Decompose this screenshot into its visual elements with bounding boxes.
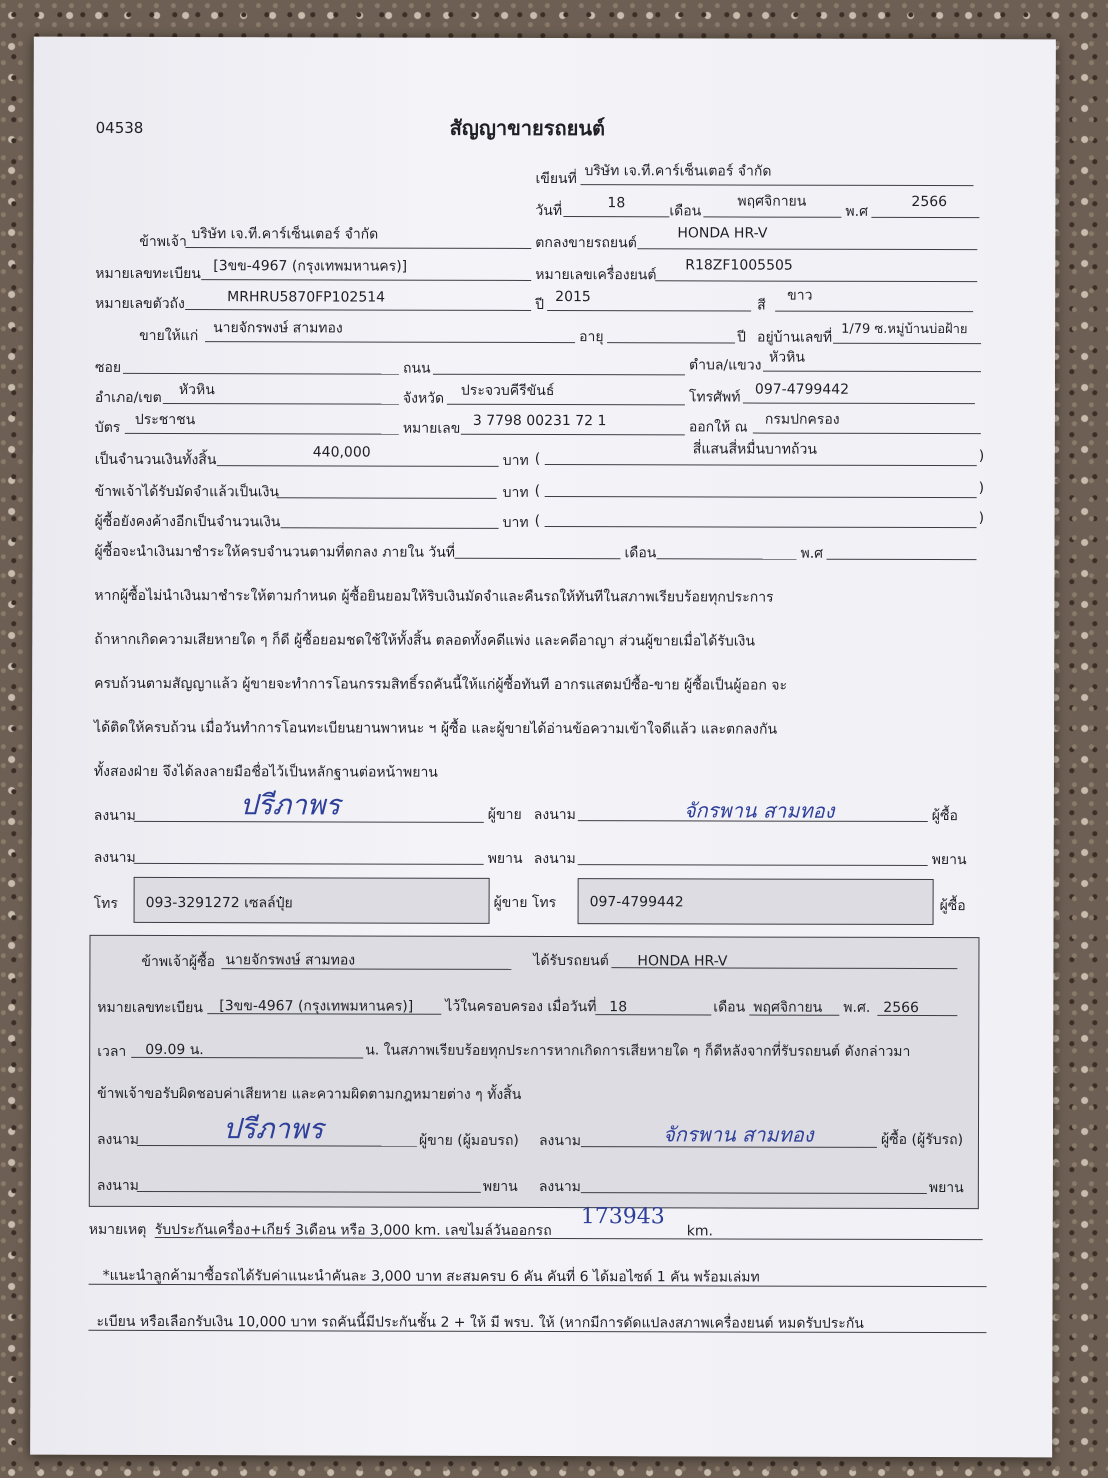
deposit-label: ข้าพเจ้าได้รับมัดจำแล้วเป็นเงิน — [94, 483, 280, 501]
written-at-label: เขียนที่ — [535, 170, 577, 188]
total-line — [217, 465, 499, 467]
remain-line — [281, 527, 499, 529]
witness1-role: พยาน — [487, 850, 523, 867]
buyer-tel-role: ผู้ซื้อ — [939, 898, 966, 915]
car-value: HONDA HR-V — [677, 225, 768, 242]
receipt-condition-text: น. ในสภาพเรียบร้อยทุกประการหากเกิดการเสียหายใด ๆ ก็ดีหลังจากที่รับรถยนต์ ดังกล่าวมา — [365, 1042, 911, 1060]
id-line — [461, 434, 685, 436]
remain-baht: บาท — [502, 514, 529, 531]
chassis-value: MRHRU5870FP102514 — [227, 289, 386, 306]
issued-label: ออกให้ ณ — [688, 419, 748, 436]
month-label: เดือน — [669, 203, 702, 220]
sell-to-label: ขายให้แก่ — [139, 327, 199, 345]
written-at-line — [580, 184, 973, 186]
note-referral: *แนะนำลูกค้ามาซื้อรถได้รับค่าแนะนำคันละ 3,000 บาท สะสมครบ 6 คัน คันที่ 6 ได้มอไซด์ 1 คัน พร้อมเล่มท — [102, 1267, 760, 1286]
agree-label: ตกลงขายรถยนต์ — [535, 234, 637, 252]
receipt-seller-role: ผู้ขาย (ผู้มอบรถ) — [418, 1132, 519, 1149]
total-words-value: สี่แสนสี่หมื่นบาทถ้วน — [692, 441, 817, 458]
deposit-words-line — [545, 496, 977, 498]
buyer-sign-label: ลงนาม — [533, 806, 576, 824]
remain-words-line — [545, 526, 977, 528]
model-year-line — [547, 310, 751, 312]
receipt-witness2-label: ลงนาม — [538, 1178, 581, 1196]
deposit-paren-close: ) — [978, 480, 985, 497]
district-label: อำเภอ/เขต — [94, 389, 162, 407]
receipt-month-value: พฤศจิกายน — [753, 999, 823, 1016]
date-label: วันที่ — [535, 202, 563, 220]
witness2-role: พยาน — [931, 852, 967, 869]
engine-line — [655, 280, 977, 282]
total-baht: บาท — [502, 452, 529, 469]
receipt-buyer-value: นายจักรพงษ์ สามทอง — [225, 952, 356, 969]
color-line — [775, 311, 973, 313]
total-words-line — [545, 464, 977, 466]
card-label: บัตร — [94, 419, 121, 436]
witness2-sign-label: ลงนาม — [533, 850, 576, 868]
receipt-car-value: HONDA HR-V — [637, 953, 728, 970]
seller-role-tel: ผู้ขาย โทร — [493, 894, 557, 912]
receipt-witness1-role: พยาน — [482, 1178, 518, 1195]
receipt-reg-label: หมายเลขทะเบียน — [97, 999, 203, 1017]
id-value: 3 7798 00231 72 1 — [472, 412, 607, 430]
day-value: 18 — [607, 195, 626, 212]
mileage-value: 173943 — [580, 1204, 665, 1230]
terms-paragraph-3: ครบถ้วนตามสัญญาแล้ว ผู้ขายจะทำการโอนกรรมสิทธิ์รถคันนี้ให้แก่ผู้ซื้อทันที อากรแสตมป์ซื้อ-ขาย ผู้ซื้อเป็นผู้ออก จะ — [94, 675, 788, 694]
seller-tel-value: 093-3291272 เซลล์ปุ๋ย — [145, 894, 293, 912]
phone-value: 097-4799442 — [754, 381, 850, 398]
receipt-witness2-role: พยาน — [928, 1180, 964, 1197]
remain-label: ผู้ซื้อยังคงค้างอีกเป็นจำนวนเงิน — [94, 513, 281, 531]
issued-line — [753, 433, 981, 435]
total-paren-close: ) — [978, 448, 985, 465]
model-year-label: ปี — [535, 296, 545, 314]
receipt-buyer-role: ผู้ซื้อ (ผู้รับรถ) — [880, 1131, 964, 1149]
note-insurance: ะเบียน หรือเลือกรับเงิน 10,000 บาท รถคันนี้มีประกันชั้น 2 + ให้ มี พรบ. ให้ (หากมีการดัดแปลงสภาพเครื่องยนต์ หมดรับประกัน — [96, 1313, 864, 1332]
pay-month-line — [656, 558, 796, 559]
province-value: ประจวบคีรีขันธ์ — [460, 382, 555, 400]
terms-paragraph-1: หากผู้ซื้อไม่นำเงินมาชำระให้ตามกำหนด ผู้ซื้อยินยอมให้ริบเงินมัดจำและคืนรถให้ทันทีในสภาพเรียบร้อยทุกประการ — [94, 587, 774, 606]
terms-paragraph-2: ถ้าหากเกิดความเสียหายใด ๆ ก็ดี ผู้ซื้อยอมชดใช้ให้ทั้งสิ้น ตลอดทั้งคดีแพ่ง และคดีอาญา ส่วนผู้ขายเมื่อได้รับเงิน — [94, 631, 755, 650]
total-value: 440,000 — [312, 444, 371, 461]
remain-paren-open: ( — [534, 512, 541, 529]
buyer-line — [205, 341, 575, 343]
deposit-paren-open: ( — [534, 482, 541, 499]
written-at-value: บริษัท เจ.ที.คาร์เซ็นเตอร์ จำกัด — [584, 163, 772, 180]
color-value: ขาว — [787, 287, 813, 304]
engine-value: R18ZF1005505 — [685, 257, 793, 274]
remain-paren-close: ) — [978, 510, 985, 527]
reg-line — [201, 279, 531, 281]
receipt-buyer-signature: จักรพาน สามทอง — [662, 1122, 814, 1147]
pay-year-line — [826, 559, 976, 560]
receipt-time-label: เวลา — [97, 1043, 127, 1060]
receipt-year-label: พ.ศ. — [843, 999, 871, 1016]
receipt-responsibility-text: ข้าพเจ้าขอรับผิดชอบค่าเสียหาย และความผิดตามกฎหมายต่าง ๆ ทั้งสิ้น — [97, 1085, 522, 1103]
district-line — [163, 403, 399, 405]
color-label: สี — [757, 297, 766, 314]
witness1-line — [134, 863, 484, 865]
seller-signature: ปรีภาพร — [239, 788, 341, 822]
age-line — [607, 342, 735, 343]
engine-label: หมายเลขเครื่องยนต์ — [535, 266, 657, 284]
buyer-tel-value: 097-4799442 — [589, 894, 684, 911]
receipt-witness1-label: ลงนาม — [96, 1177, 139, 1194]
model-year-value: 2015 — [555, 289, 591, 306]
district-value: หัวหิน — [178, 382, 215, 399]
reg-value: [3ขข-4967 (กรุงเทพมหานคร)] — [213, 258, 408, 275]
total-paren-open: ( — [534, 450, 541, 467]
document-number: 04538 — [95, 118, 144, 137]
note-label: หมายเหตุ — [88, 1221, 147, 1238]
province-line — [447, 404, 685, 406]
road-line — [433, 374, 685, 376]
month-value: พฤศจิกายน — [737, 193, 807, 210]
witness1-sign-label: ลงนาม — [93, 849, 136, 866]
province-label: จังหวัด — [402, 390, 445, 407]
seller-value: บริษัท เจ.ที.คาร์เซ็นเตอร์ จำกัด — [191, 226, 379, 243]
subdistrict-line — [763, 371, 981, 373]
receipt-time-value: 09.09 น. — [145, 1041, 204, 1059]
deposit-line — [277, 497, 497, 499]
receipt-seller-signature: ปรีภาพร — [222, 1112, 324, 1146]
issued-value: กรมปกครอง — [764, 411, 840, 428]
year-value: 2566 — [911, 193, 948, 211]
day-line — [563, 216, 669, 217]
chassis-label: หมายเลขตัวถัง — [95, 295, 185, 313]
pay-label: ผู้ซื้อจะนำเงินมาชำระให้ครบจำนวนตามที่ตกลง ภายใน วันที่ — [94, 543, 456, 561]
card-value: ประชาชน — [134, 411, 196, 429]
receipt-year-value: 2566 — [883, 999, 919, 1016]
buyer-signature: จักรพาน สามทอง — [683, 798, 835, 823]
receipt-month-label: เดือน — [713, 999, 746, 1016]
terms-paragraph-4: ได้ติดให้ครบถ้วน เมื่อวันทำการโอนทะเบียนยานพาหนะ ฯ ผู้ซื้อ และผู้ขายได้อ่านข้อความเข้าใจดีแล้ว และตกลงกัน — [94, 719, 778, 738]
total-label: เป็นจำนวนเงินทั้งสิ้น — [94, 451, 217, 469]
chassis-line — [185, 309, 531, 311]
seller-sign-label: ลงนาม — [93, 807, 136, 824]
terms-paragraph-5: ทั้งสองฝ่าย จึงได้ลงลายมือชื่อไว้เป็นหลักฐานต่อหน้าพยาน — [93, 763, 438, 781]
receipt-buyer-label: ข้าพเจ้าผู้ซื้อ — [141, 953, 216, 971]
car-line — [637, 248, 977, 250]
pay-day-line — [454, 558, 620, 559]
year-label: พ.ศ — [845, 203, 869, 220]
deposit-baht: บาท — [502, 484, 529, 501]
month-line — [703, 216, 841, 217]
house-label: อยู่บ้านเลขที่ — [757, 329, 833, 346]
receipt-seller-sign-label: ลงนาม — [96, 1131, 140, 1148]
witness2-line — [578, 864, 928, 866]
age-label: อายุ — [579, 329, 604, 346]
pay-month-label: เดือน — [624, 545, 657, 562]
receipt-buyer-sign-label: ลงนาม — [538, 1132, 582, 1150]
receipt-day-value: 18 — [609, 999, 628, 1016]
buyer-role: ผู้ซื้อ — [931, 808, 958, 825]
seller-line — [185, 247, 531, 249]
road-label: ถนน — [402, 360, 431, 377]
receipt-section — [89, 935, 980, 1209]
i-label: ข้าพเจ้า — [139, 233, 187, 251]
reg-label: หมายเลขทะเบียน — [95, 265, 201, 283]
soi-label: ซอย — [94, 359, 122, 376]
phone-label: โทรศัพท์ — [688, 389, 741, 406]
receipt-reg-value: [3ขข-4967 (กรุงเทพมหานคร)] — [219, 998, 414, 1015]
subdistrict-value: หัวหิน — [768, 349, 805, 366]
mileage-unit: km. — [686, 1223, 713, 1240]
soi-line — [123, 373, 399, 375]
phone-line — [743, 403, 975, 405]
contract-paper — [30, 37, 1056, 1458]
house-value: 1/79 ซ.หมู่บ้านบ่อฝ้าย — [841, 321, 968, 338]
year-line — [871, 217, 979, 218]
note-warranty: รับประกันเครื่อง+เกียร์ 3เดือน หรือ 3,000 km. เลขไมล์วันออกรถ — [154, 1221, 552, 1240]
note2-line — [89, 1284, 987, 1287]
seller-tel-label: โทร — [93, 895, 118, 912]
buyer-value: นายจักรพงษ์ สามทอง — [213, 320, 343, 337]
pay-year-label: พ.ศ — [800, 545, 824, 562]
subdistrict-label: ตำบล/แขวง — [688, 357, 762, 374]
house-line — [833, 343, 981, 344]
age-unit-label: ปี — [737, 329, 746, 346]
id-label: หมายเลข — [402, 420, 461, 437]
receipt-received-label: ได้รับรถยนต์ — [533, 952, 609, 970]
seller-role: ผู้ขาย — [487, 806, 522, 823]
receipt-possess-label: ไว้ในครอบครอง เมื่อวันที่ — [445, 998, 597, 1016]
page-title: สัญญาขายรถยนต์ — [449, 115, 606, 141]
card-line — [125, 433, 399, 435]
